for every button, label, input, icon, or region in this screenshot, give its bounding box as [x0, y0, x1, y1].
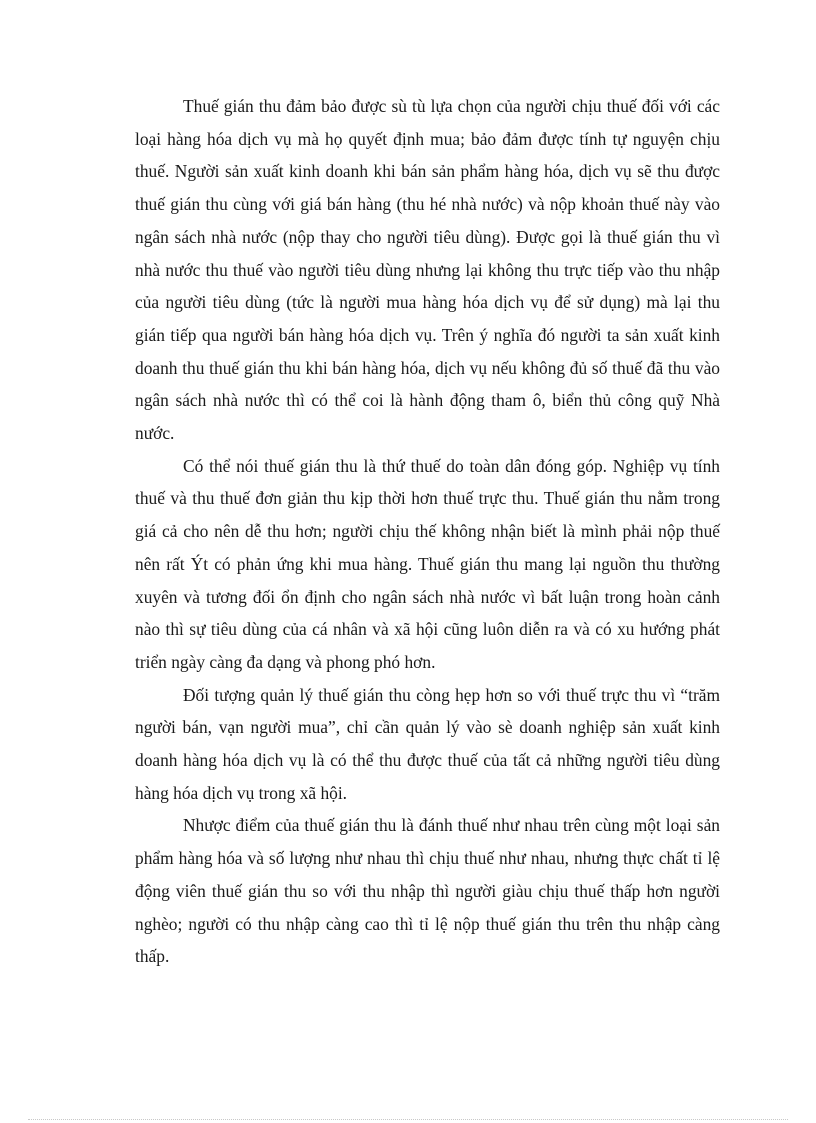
paragraph-disadvantages: Nhược điểm của thuế gián thu là đánh thuế như nhau trên cùng một loại sản phẩm hàng hóa và số lượng như nhau thì chịu thuế như nhau, nhưng thực chất tỉ lệ động viên thuế gián thu so với thu nhập thì người giàu chịu thuế thấp hơn người nghèo; người có thu nhập càng cao thì tỉ lệ nộp thuế gián thu trên thu nhập càng thấp.: [135, 815, 720, 967]
paragraph-management-scope: Đối tượng quản lý thuế gián thu còng hẹp hơn so với thuế trực thu vì “trăm người bán, vạn người mua”, chỉ cần quản lý vào sè doanh nghiệp sản xuất kinh doanh hàng hóa dịch vụ là có thể thu được thuế của tất cả những người tiêu dùng hàng hóa dịch vụ trong xã hội.: [135, 684, 720, 803]
page-bottom-divider: [28, 1119, 788, 1120]
document-body: [135, 90, 720, 973]
paragraph-advantages-collection: Có thể nói thuế gián thu là thứ thuế do toàn dân đóng góp. Nghiệp vụ tính thuế và thu thuế đơn giản thu kịp thời hơn thuế trực thu. Thuế gián thu nằm trong giá cả cho nên dễ thu hơn; người chịu thế không nhận biết là mình phải nộp thuế nên rất Ýt có phản ứng khi mua hàng. Thuế gián thu mang lại nguồn thu thường xuyên và tương đối ổn định cho ngân sách nhà nước vì bất luận trong hoàn cảnh nào thì sự tiêu dùng của cá nhân và xã hội cũng luôn diễn ra và có xu hướng phát triển ngày càng đa dạng và phong phó hơn.: [135, 455, 720, 672]
paragraph-advantages-voluntary: Thuế gián thu đảm bảo được sù tù lựa chọn của người chịu thuế đối với các loại hàng hóa dịch vụ mà họ quyết định mua; bảo đảm được tính tự nguyện chịu thuế. Người sản xuất kinh doanh khi bán sản phẩm hàng hóa, dịch vụ sẽ thu được thuế gián thu cùng với giá bán hàng (thu hé nhà nước) và nộp khoản thuế này vào ngân sách nhà nước (nộp thay cho người tiêu dùng). Được gọi là thuế gián thu vì nhà nước thu thuế vào người tiêu dùng nhưng lại không thu trực tiếp vào thu nhập của người tiêu dùng (tức là người mua hàng hóa dịch vụ để sử dụng) mà lại thu gián tiếp qua người bán hàng hóa dịch vụ. Trên ý nghĩa đó người ta sản xuất kinh doanh thu thuế gián thu khi bán hàng hóa, dịch vụ nếu không đủ số thuế đã thu vào ngân sách nhà nước thì có thể coi là hành động tham ô, biển thủ công quỹ Nhà nước.: [135, 96, 720, 444]
